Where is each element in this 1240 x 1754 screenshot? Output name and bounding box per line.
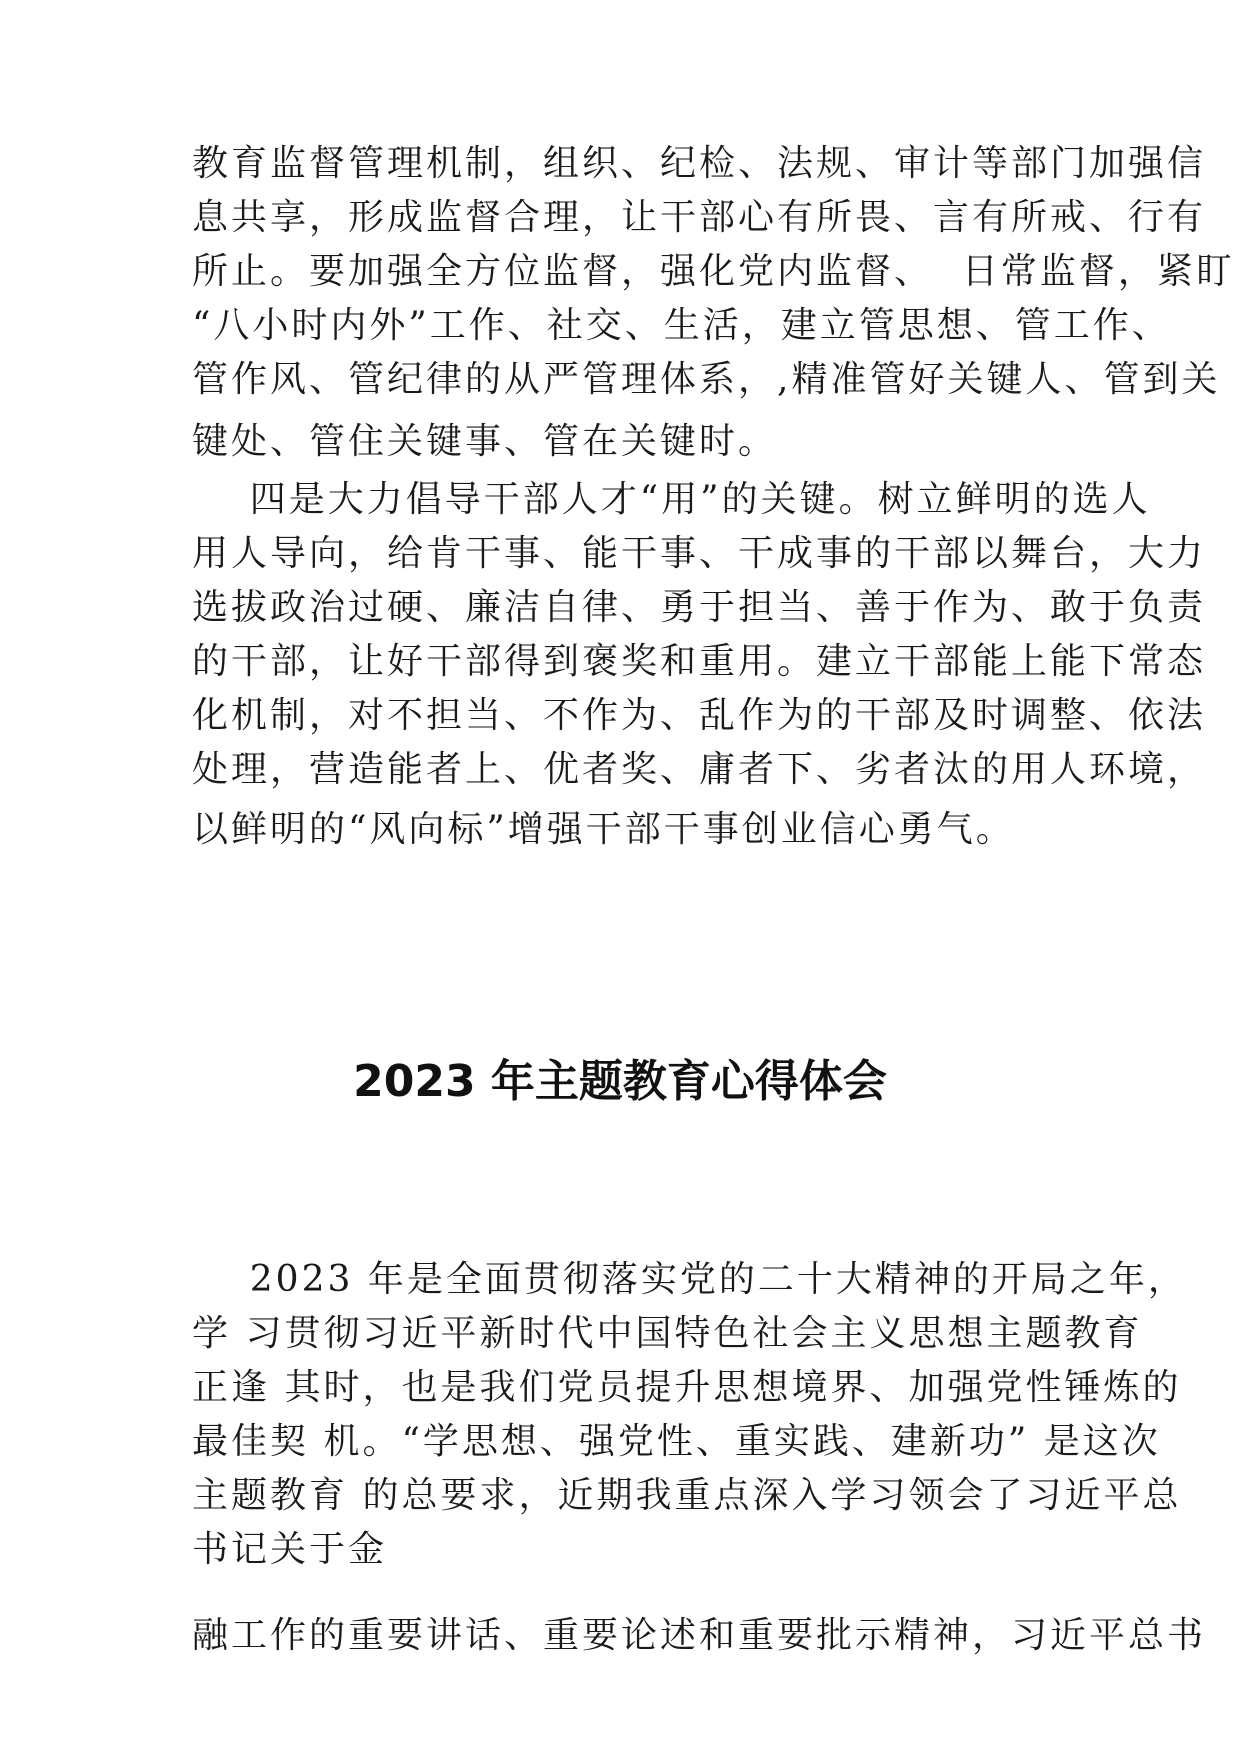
body-text-line: 键处、管住关键事、管在关键时。: [192, 421, 778, 462]
body-text-line: 以鲜明的“风向标”增强干部干事创业信心勇气。: [192, 809, 1015, 850]
body-text-line: 的干部，让好干部得到褒奖和重用。建立干部能上能下常态: [192, 641, 1207, 682]
body-text-line: 正逢 其时，也是我们党员提升思想境界、加强党性锤炼的: [192, 1367, 1182, 1408]
body-text-line: 融工作的重要讲话、重要论述和重要批示精神，习近平总书: [192, 1615, 1207, 1656]
body-text-line: 管作风、管纪律的从严管理体系，,精准管好关键人、管到关: [192, 359, 1221, 400]
body-text-line: 2023 年是全面贯彻落实党的二十大精神的开局之年，: [192, 1259, 1187, 1300]
body-text-line: 化机制，对不担当、不作为、乱作为的干部及时调整、依法: [192, 695, 1207, 736]
body-text-line: 处理，营造能者上、优者奖、庸者下、劣者汰的用人环境，: [192, 749, 1207, 790]
body-text-line: 主题教育 的总要求，近期我重点深入学习领会了习近平总: [192, 1475, 1182, 1516]
body-text-line: 教育监督管理机制，组织、纪检、法规、审计等部门加强信: [192, 143, 1207, 184]
body-text-line: 学 习贯彻习近平新时代中国特色社会主义思想主题教育: [192, 1313, 1143, 1354]
body-text-line: 选拔政治过硬、廉洁自律、勇于担当、善于作为、敢于负责: [192, 587, 1207, 628]
body-text-line: 书记关于金: [192, 1529, 388, 1570]
body-text-line: 所止。要加强全方位监督，强化党内监督、 日常监督，紧盯: [192, 251, 1235, 292]
body-text-line: 用人导向，给肯干事、能干事、干成事的干部以舞台，大力: [192, 533, 1207, 574]
body-text-line: “八小时内外”工作、社交、生活，建立管思想、管工作、: [192, 305, 1171, 346]
body-text-line: 息共享，形成监督合理，让干部心有所畏、言有所戒、行有: [192, 197, 1207, 238]
body-text-line: 最佳契 机。“学思想、强党性、重实践、建新功” 是这次: [192, 1421, 1161, 1462]
page-title: 2023 年主题教育心得体会: [353, 1056, 887, 1107]
body-text-line: 四是大力倡导干部人才“用”的关键。树立鲜明的选人: [192, 479, 1151, 520]
